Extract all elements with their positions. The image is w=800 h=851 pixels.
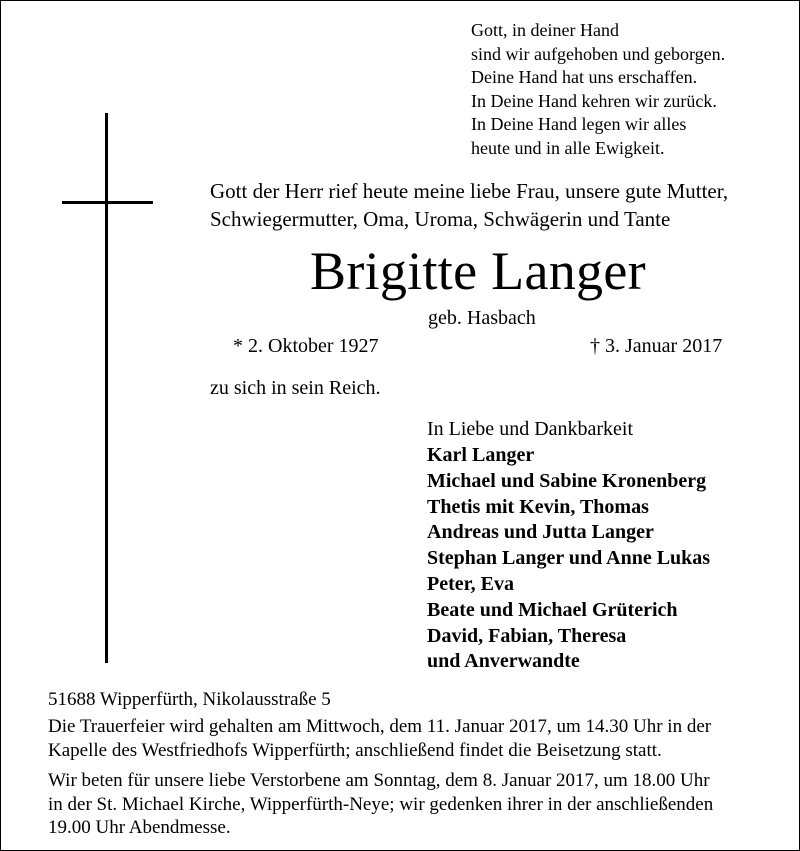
intro-line: Gott der Herr rief heute meine liebe Frau, unsere gute Mutter, (210, 179, 729, 203)
verse-line: Gott, in deiner Hand (471, 20, 619, 40)
mass-line: in der St. Michael Kirche, Wipperfürth-Neye; wir gedenken ihrer in der anschließenden (48, 793, 714, 815)
mourner-entry: Beate und Michael Grüterich (427, 598, 678, 621)
mourner-entry: und Anverwandte (427, 650, 580, 673)
mass-line: 19.00 Uhr Abendmesse. (48, 817, 231, 838)
mourner-entry: Peter, Eva (427, 572, 515, 595)
intro-text (210, 177, 728, 233)
verse-line: heute und in alle Ewigkeit. (471, 137, 665, 158)
mourner-entry: Michael und Sabine Kronenberg (427, 469, 707, 492)
death-date: † 3. Januar 2017 (590, 335, 723, 357)
verse-line: sind wir aufgehoben und geborgen. (471, 43, 726, 64)
maiden-name: geb. Hasbach (428, 307, 536, 329)
mass-line: Wir beten für unsere liebe Verstorbene am Sonntag, dem 8. Januar 2017, um 18.00 Uhr (48, 770, 710, 791)
cross-vertical-bar (105, 113, 108, 663)
funeral-notice (48, 715, 711, 762)
bible-verse (471, 19, 725, 161)
mass-notice (48, 769, 713, 840)
verse-line: In Deine Hand kehren wir zurück. (471, 90, 717, 111)
birth-date: * 2. Oktober 1927 (233, 335, 379, 357)
mourners-intro: In Liebe und Dankbarkeit (427, 418, 634, 440)
mourner-entry: Stephan Langer und Anne Lukas (427, 547, 711, 570)
deceased-name: Brigitte Langer (310, 241, 646, 301)
mourner-entry: Andreas und Jutta Langer (427, 521, 654, 544)
cross-horizontal-bar (62, 201, 153, 204)
funeral-line: Die Trauerfeier wird gehalten am Mittwoch, dem 11. Januar 2017, um 14.30 Uhr in der (48, 716, 712, 737)
mourner-entry: Thetis mit Kevin, Thomas (427, 495, 649, 518)
address: 51688 Wipperfürth, Nikolausstraße 5 (48, 689, 331, 710)
funeral-line: Kapelle des Westfriedhofs Wipperfürth; anschließend findet die Beisetzung statt. (48, 739, 662, 761)
intro-line: Schwiegermutter, Oma, Uroma, Schwägerin und Tante (210, 207, 671, 231)
mourner-entry: Karl Langer (427, 444, 535, 466)
verse-line: Deine Hand hat uns erschaffen. (471, 67, 698, 88)
mourner-entry: David, Fabian, Theresa (427, 624, 627, 647)
mourners-list (427, 443, 710, 675)
verse-line: In Deine Hand legen wir alles (471, 114, 687, 135)
closing-text: zu sich in sein Reich. (210, 377, 381, 399)
